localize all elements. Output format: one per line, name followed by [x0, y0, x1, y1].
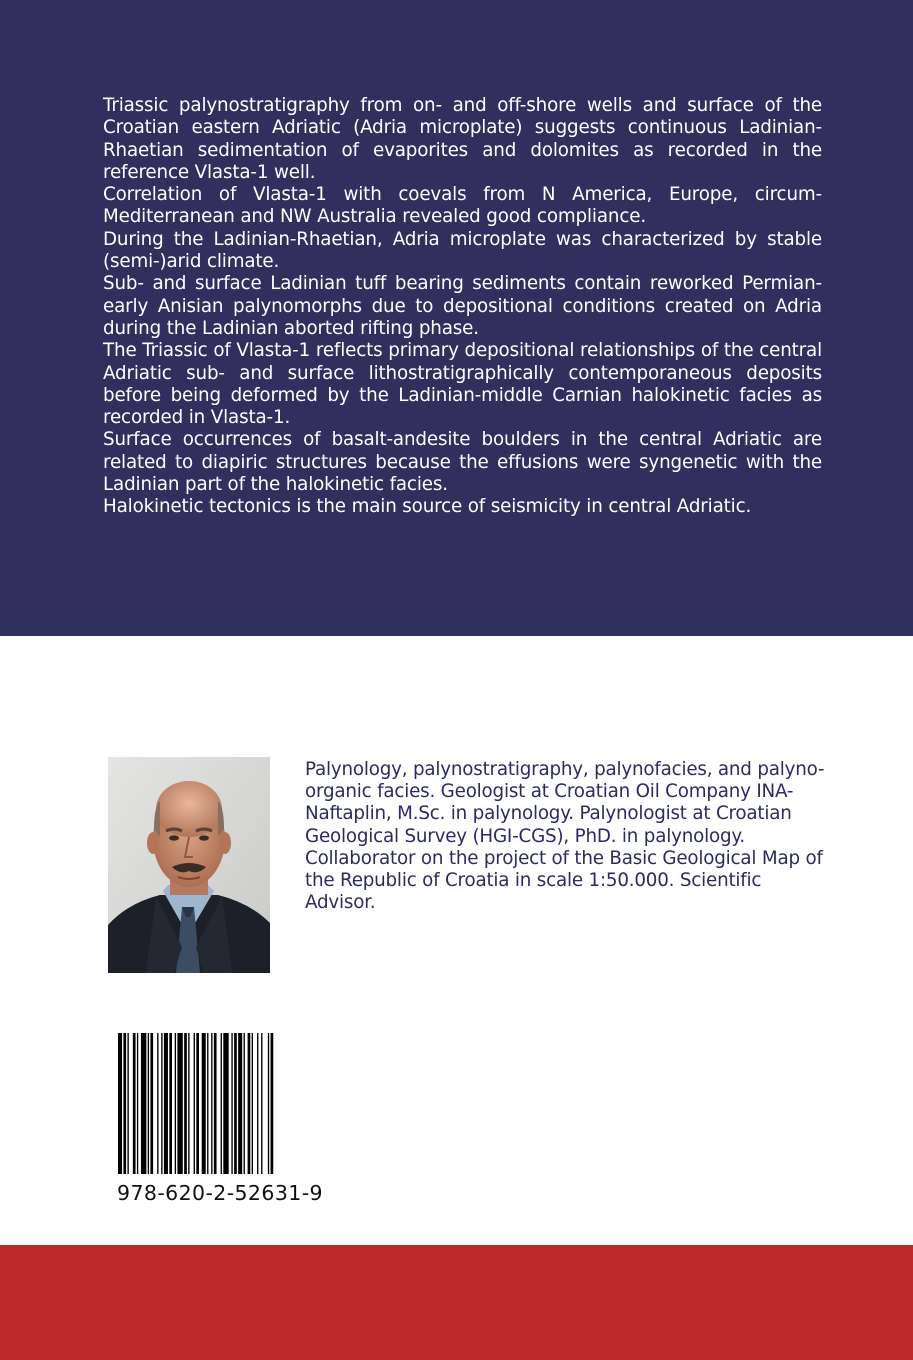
abstract-paragraph: Correlation of Vlasta-1 with coevals from N America, Europe, circum-Mediterranean and NW Australia revealed good compliance. — [103, 184, 822, 228]
isbn-number: 978-620-2-52631-9 — [117, 1181, 323, 1205]
barcode-bar — [252, 1033, 253, 1174]
isbn-barcode — [117, 1033, 377, 1174]
abstract-paragraph: Surface occurrences of basalt-andesite boulders in the central Adriatic are related to diapiric structures because the effusions were syngenetic with the Ladinian part of the halokinetic facies. — [103, 429, 822, 496]
barcode-bar — [223, 1033, 228, 1174]
barcode-bar — [161, 1033, 162, 1174]
barcode-bar — [175, 1033, 176, 1174]
author-portrait-image — [108, 757, 270, 973]
barcode-bar — [157, 1033, 158, 1174]
barcode-bar — [231, 1033, 232, 1174]
barcode-bar — [244, 1033, 245, 1174]
abstract-paragraph: The Triassic of Vlasta-1 reflects primary depositional relationships of the central Adriatic sub- and surface lithostratigraphically contemporaneous deposits before being deformed by the Ladinian-middle Carnian halokinetic facies as recorded in Vlasta-1. — [103, 340, 822, 429]
barcode-bar — [202, 1033, 206, 1174]
barcode-bar — [127, 1033, 128, 1174]
barcode-bar — [238, 1033, 242, 1174]
barcode-bar — [169, 1033, 172, 1174]
barcode-bar — [196, 1033, 199, 1174]
barcode-bar — [118, 1033, 122, 1174]
barcode-bar — [137, 1033, 138, 1174]
author-photo — [108, 757, 270, 973]
barcode-bar — [150, 1033, 153, 1174]
barcode-bar — [221, 1033, 222, 1174]
barcode-bar — [248, 1033, 251, 1174]
barcode-bar — [148, 1033, 149, 1174]
barcode-bar — [271, 1033, 274, 1174]
author-bio: Palynology, palynostratigraphy, palynofacies, and palyno-organic facies. Geologist at Croatian Oil Company INA-Naftaplin, M.Sc. in palynology. Palynologist at Croatian Geological Survey (HGI-CGS), PhD. in palynology. Collaborator on the project of the Basic Geological Map of the Republic of Croatia in scale 1:50.000. Scientific Advisor. — [305, 759, 825, 914]
abstract-paragraph: Sub- and surface Ladinian tuff bearing sediments contain reworked Permian-early Anisian palynomorphs due to depositional conditions created on Adria during the Ladinian aborted rifting phase. — [103, 273, 822, 339]
barcode-bar — [133, 1033, 136, 1174]
bottom-color-band — [0, 1245, 913, 1360]
barcode-bar — [184, 1033, 187, 1174]
barcode-bar — [194, 1033, 195, 1174]
barcode-bar — [261, 1033, 262, 1174]
barcode-bar — [177, 1033, 182, 1174]
barcode-bars — [117, 1033, 377, 1174]
barcode-bar — [234, 1033, 237, 1174]
abstract-paragraph: Halokinetic tectonics is the main source of seismicity in central Adriatic. — [103, 496, 752, 518]
book-abstract — [103, 95, 822, 519]
barcode-bar — [268, 1033, 269, 1174]
abstract-panel — [0, 0, 913, 636]
barcode-bar — [164, 1033, 168, 1174]
barcode-bar — [123, 1033, 126, 1174]
barcode-bar — [188, 1033, 189, 1174]
barcode-bar — [211, 1033, 212, 1174]
barcode-bar — [257, 1033, 258, 1174]
abstract-paragraph: During the Ladinian-Rhaetian, Adria microplate was characterized by stable (semi-)arid climate. — [103, 228, 822, 273]
barcode-bar — [214, 1033, 217, 1174]
barcode-bar — [207, 1033, 208, 1174]
abstract-paragraph: Triassic palynostratigraphy from on- and off-shore wells and surface of the Croatian eastern Adriatic (Adria microplate) suggests continuous Ladinian-Rhaetian sedimentation of evaporites and dolomites as recorded in the reference Vlasta-1 well. — [103, 95, 822, 183]
barcode-bar — [141, 1033, 146, 1174]
